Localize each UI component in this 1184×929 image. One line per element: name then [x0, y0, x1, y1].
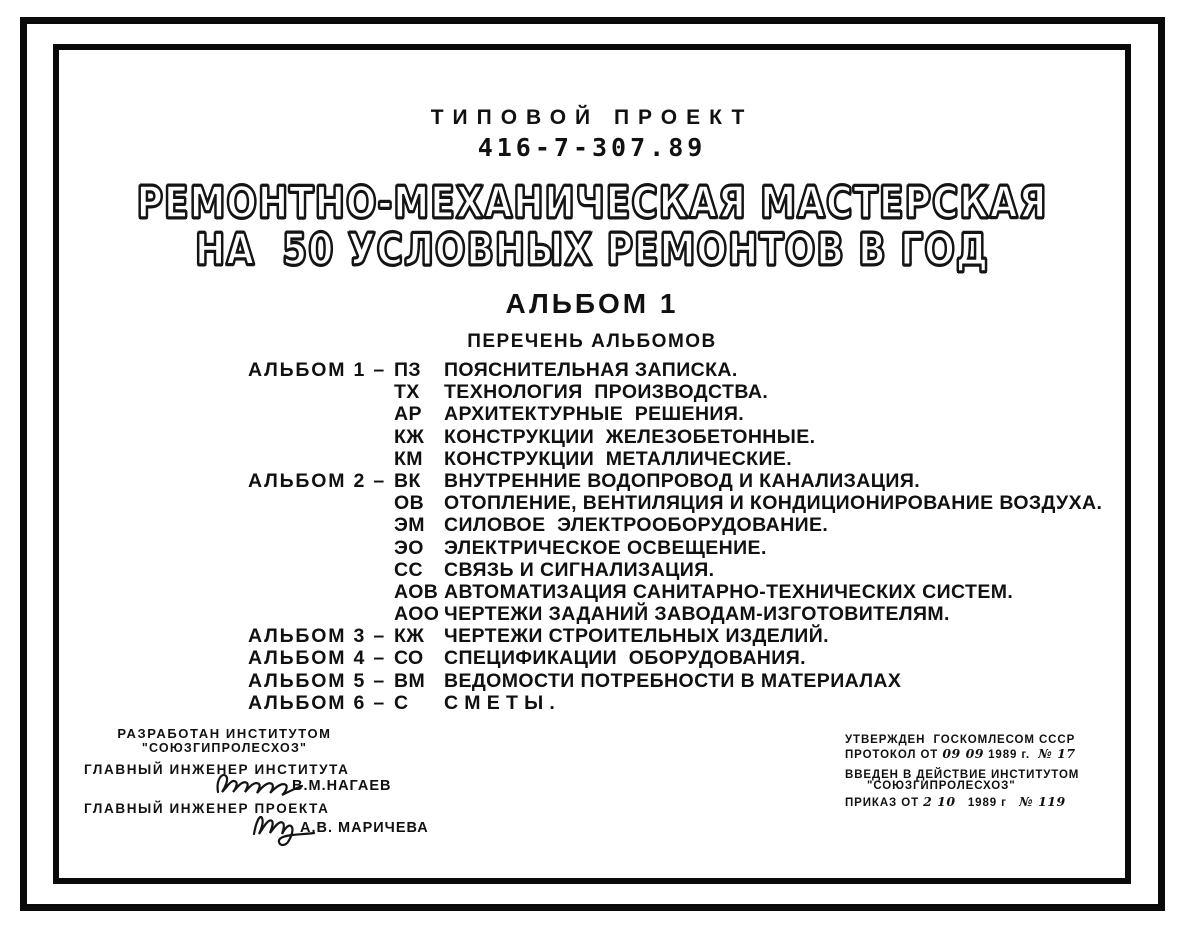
main-title-line-1: РЕМОНТНО-МЕХАНИЧЕСКАЯ МАСТЕРСКАЯ	[136, 178, 1048, 229]
order-label: ПРИКАЗ ОТ	[845, 797, 919, 809]
album-list-row	[248, 470, 1138, 492]
section-title: КОНСТРУКЦИИ ЖЕЛЕЗОБЕТОННЫЕ.	[444, 425, 816, 448]
order-date-handwritten: 2 10	[923, 794, 956, 809]
section-title: ТЕХНОЛОГИЯ ПРОИЗВОДСТВА.	[444, 381, 769, 404]
chief-engineer-project-name: А.В. МАРИЧЕВА	[300, 820, 429, 836]
section-title: ЭЛЕКТРИЧЕСКОЕ ОСВЕЩЕНИЕ.	[444, 536, 767, 559]
section-title: СВЯЗЬ И СИГНАЛИЗАЦИЯ.	[444, 558, 715, 581]
album-list-row	[248, 603, 1138, 625]
approved-by-line: УТВЕРЖДЕН ГОСКОМЛЕСОМ СССР	[845, 734, 1076, 746]
protocol-number-handwritten: № 17	[1038, 746, 1076, 761]
protocol-year: 1989 г.	[988, 749, 1031, 761]
developer-organization: "СОЮЗГИПРОЛЕСХОЗ"	[141, 741, 308, 755]
section-code: АОО	[394, 603, 440, 626]
album-label: АЛЬБОМ 4 –	[248, 647, 386, 670]
chief-engineer-institute-label: ГЛАВНЫЙ ИНЖЕНЕР ИНСТИТУТА	[84, 762, 350, 777]
approval-block	[845, 734, 1145, 810]
main-title	[0, 180, 1184, 274]
album-list-row	[248, 559, 1138, 581]
main-title-line-2: НА 50 УСЛОВНЫХ РЕМОНТОВ В ГОД	[195, 225, 989, 276]
order-line	[845, 795, 1145, 810]
section-code: ТХ	[394, 381, 420, 404]
album-list-row	[248, 581, 1138, 603]
album-list-row	[248, 692, 1138, 714]
section-title: СПЕЦИФИКАЦИИ ОБОРУДОВАНИЯ.	[444, 647, 806, 670]
album-label: АЛЬБОМ 2 –	[248, 469, 386, 492]
project-number: 416-7-307.89	[477, 133, 707, 162]
order-year: 1989 г	[967, 797, 1007, 809]
chief-engineer-project-label: ГЛАВНЫЙ ИНЖЕНЕР ПРОЕКТА	[84, 801, 330, 816]
section-code: ПЗ	[394, 359, 422, 381]
protocol-label: ПРОТОКОЛ ОТ	[845, 749, 939, 761]
albums-list	[248, 359, 1138, 714]
album-label: АЛЬБОМ 1 –	[248, 359, 386, 381]
section-code: АР	[394, 403, 422, 426]
album-list-row	[248, 537, 1138, 559]
section-title: АВТОМАТИЗАЦИЯ САНИТАРНО-ТЕХНИЧЕСКИХ СИСТЕМ.	[444, 580, 1014, 603]
album-list-row	[248, 359, 1138, 381]
album-list-row	[248, 381, 1138, 403]
section-title: С М Е Т Ы .	[444, 691, 556, 714]
album-list-row	[248, 448, 1138, 470]
section-code: СС	[394, 558, 423, 581]
section-code: КМ	[394, 447, 423, 470]
album-list-row	[248, 426, 1138, 448]
album-list-row	[248, 514, 1138, 536]
section-code: ЭО	[394, 536, 424, 559]
album-label: АЛЬБОМ 5 –	[248, 669, 386, 692]
order-number-handwritten: № 119	[1019, 794, 1066, 809]
developed-by-block	[112, 727, 337, 755]
section-title: ВЕДОМОСТИ ПОТРЕБНОСТИ В МАТЕРИАЛАХ	[444, 669, 902, 692]
protocol-line	[845, 747, 1145, 762]
section-code: СО	[394, 647, 424, 670]
document-type-heading: ТИПОВОЙ ПРОЕКТ	[430, 106, 754, 129]
section-title: КОНСТРУКЦИИ МЕТАЛЛИЧЕСКИЕ.	[444, 447, 793, 470]
album-list-row	[248, 403, 1138, 425]
section-code: ОВ	[394, 492, 425, 515]
introduced-by-line: ВВЕДЕН В ДЕЙСТВИЕ ИНСТИТУТОМ	[845, 769, 1080, 781]
album-label: АЛЬБОМ 6 –	[248, 691, 386, 714]
album-heading: АЛЬБОМ 1	[505, 288, 679, 319]
section-code: КЖ	[394, 425, 425, 448]
section-title: ЧЕРТЕЖИ ЗАДАНИЙ ЗАВОДАМ-ИЗГОТОВИТЕЛЯМ.	[444, 603, 950, 626]
album-list-row	[248, 625, 1138, 647]
section-title: СИЛОВОЕ ЭЛЕКТРООБОРУДОВАНИЕ.	[444, 514, 829, 537]
section-code: С	[394, 691, 409, 714]
section-code: КЖ	[394, 625, 425, 648]
section-code: ВМ	[394, 669, 426, 692]
section-title: ОТОПЛЕНИЕ, ВЕНТИЛЯЦИЯ И КОНДИЦИОНИРОВАНИЕ ВОЗДУХА.	[444, 492, 1103, 515]
section-title: ПОЯСНИТЕЛЬНАЯ ЗАПИСКА.	[444, 359, 738, 381]
developed-by-line: РАЗРАБОТАН ИНСТИТУТОМ	[117, 726, 332, 741]
section-code: ЭМ	[394, 514, 425, 537]
section-code: ВК	[394, 469, 421, 492]
section-title: АРХИТЕКТУРНЫЕ РЕШЕНИЯ.	[444, 403, 745, 426]
album-list-row	[248, 670, 1138, 692]
introducing-organization: "СОЮЗГИПРОЛЕСХОЗ"	[867, 780, 1016, 792]
album-list-row	[248, 647, 1138, 669]
protocol-date-handwritten: 09 09	[942, 746, 984, 761]
section-title: ЧЕРТЕЖИ СТРОИТЕЛЬНЫХ ИЗДЕЛИЙ.	[444, 625, 829, 648]
album-label: АЛЬБОМ 3 –	[248, 625, 386, 648]
section-title: ВНУТРЕННИЕ ВОДОПРОВОД И КАНАЛИЗАЦИЯ.	[444, 469, 921, 492]
chief-engineer-institute-name: В.М.НАГАЕВ	[292, 778, 392, 794]
section-code: АОВ	[394, 580, 439, 603]
albums-list-heading: ПЕРЕЧЕНЬ АЛЬБОМОВ	[467, 331, 717, 352]
album-list-row	[248, 492, 1138, 514]
